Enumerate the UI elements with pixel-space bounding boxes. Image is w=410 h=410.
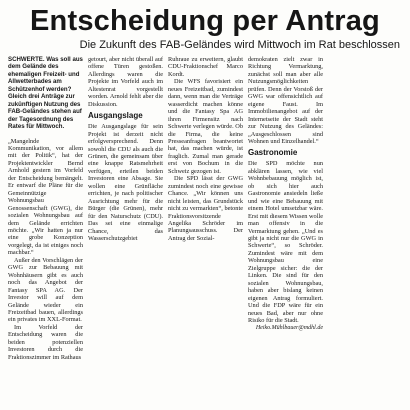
paragraph: Außer den Vorschlägen der GWG zur Bebauung mit Wohnhäusern gibt es auch noch das Angebot der Fantasy SPA AG. Der Investor will auf dem Gelände wieder ein Freizeitbad bauen, allerdings ein privates im XXL-Format.	[8, 256, 83, 324]
column-1	[8, 56, 83, 402]
paragraph: getourt, aber nicht überall auf offene Türen gestoßen. Allerdings waren die Projekte im Vorfeld auch im Altestenrat vorgestellt worden. Arnold fehlt aber die Diskussion.	[88, 56, 163, 108]
article-columns	[8, 56, 402, 402]
paragraph: Die Ausgangslage für sein Projekt ist derzeit nicht erfolgversprechend. Denn sowohl die CDU als auch die Grünen, die gemeinsam über eine knappe Ratsmehrheit verfügen, erteilen beiden Investoren eine Absage. Sie wollen eine Grünfläche errichten, je nach politischer Ausrichtung mehr für die Bürger (die Grünen), mehr für den Naturschutz (CDU). Das sei eine einmalige Chance, das Wasserschutzgebiet	[88, 123, 163, 242]
column-2	[88, 56, 163, 402]
column-4	[248, 56, 323, 402]
paragraph: demokraten zielt zwar in Richtung Vermarktung, zunächst soll man aber alle Nutzungsmöglichkeiten prüfen. Denn der Vorstoß der GWG war offensichtlich auf eigene Faust. Im Immobilienangebot auf der Internetseite der Stadt steht zur Nutzung des Geländes: „Ausgeschlossen sind Wohnen und Einzelhandel.“	[248, 56, 323, 145]
paragraph: Im Vorfeld der Entscheidung waren die beiden potenziellen Investoren durch die Fraktionszimmer im Rathaus	[8, 323, 83, 361]
article-subtitle: Die Zukunft des FAB-Geländes wird Mittwoch im Rat beschlossen	[79, 39, 400, 51]
column-3	[168, 56, 243, 402]
paragraph: „Mangelnde Kommunikation, vor allem mit der Politik“, hat der Projektentwickler Bernd Arnhold gestern im Vorfeld der Entscheidung bemängelt. Er entwarf die Pläne für die Gemeinnützige Wohnungsbau Genossenschaft (GWG), die sozialen Wohnungsbau auf dem Gelände errichten möchte. „Wir hatten ja nur eine grobe Konzeption vorgelegt, da ist einiges noch machbar.“	[8, 137, 83, 257]
article-lead: SCHWERTE. Was soll aus dem Gelände des ehemaligen Freizeit- und Allwetterbades am Schützenhof werden? Gleich drei Anträge zur zukünftigen Nutzung des FAB-Geländes stehen auf der Tagesordnung des Rates für Mittwoch.	[8, 56, 83, 131]
paragraph: Die WFS favorisiert ein neues Freizeitbad, zumindest dann, wenn man die Verträge wasserdicht machen könne und die Fantasy Spa AG ihren Firmensitz nach Schwerte verlegen würde. Ob die Firma, die keine Presseanfragen beantwortet hat, das machen würde, ist fraglich. Zumal man gerade erst von Bochum in die Schweiz gezogen ist.	[168, 78, 243, 175]
article-headline: Entscheidung per Antrag	[30, 5, 380, 37]
author-signature: Heiko.Mühlbauer@mdhl.de	[255, 325, 323, 332]
paragraph: Ruhraue zu erweitern, glaubt CDU-Fraktionschef Marco Kordt.	[168, 56, 243, 78]
paragraph: Die SPD möchte nun abklären lassen, wie viel Wohnbebauung möglich ist, ob sich hier auch Gastronomie ansiedeln ließe und wie eine Bebauung mit einem Hotel umsetzbar wäre. Erst mit diesem Wissen wolle man offensiv in die Vermarktung gehen. „Und es gibt ja nicht nur die GWG in Schwerte“, so Schröder. Zumindest wäre mit dem Wohnungsbau eine Zielgruppe sicher: die der Linken. Die sind für den sozialen Wohnungsbau, haben aber bislang keinen eigenen Antrag formuliert. Und die FDP wäre für ein neues Bad, aber nur ohne Risiko für die Stadt.	[248, 160, 323, 324]
section-heading-gastronomie: Gastronomie	[248, 148, 298, 158]
section-heading-ausgangslage: Ausgangslage	[88, 111, 143, 121]
paragraph: Die SPD lässt der GWG zumindest noch eine gewisse Chance. „Wir können uns nicht leisten, das Grundstück nicht zu vermarkten“, betonte Fraktionsvorsitzende Angelika Schröder im Planungsausschuss. Der Antrag der Sozial-	[168, 175, 243, 242]
